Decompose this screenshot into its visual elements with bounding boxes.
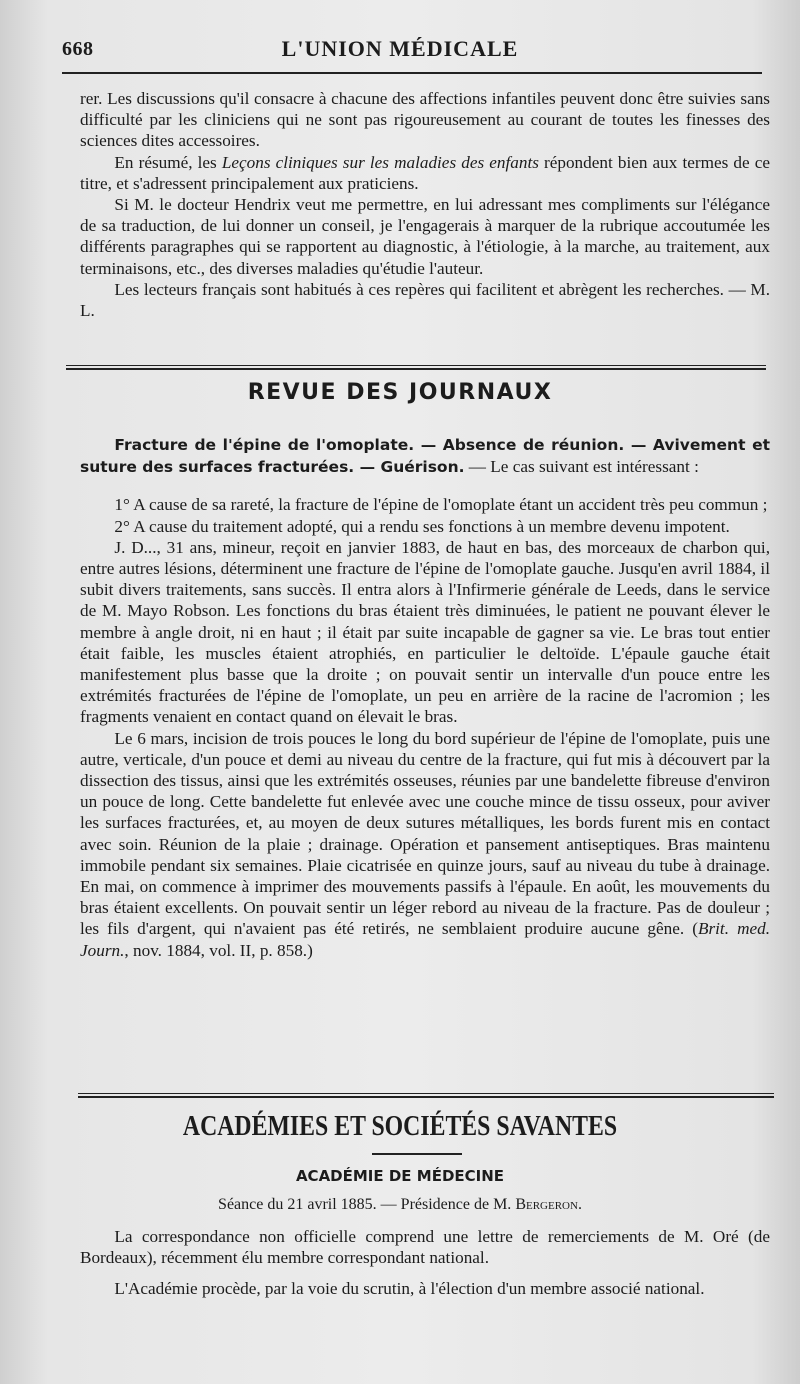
section-rule xyxy=(66,368,766,370)
section-rule xyxy=(78,1096,774,1098)
paragraph: 1° A cause de sa rareté, la fracture de l'épine de l'omoplate étant un accident très peu commun ; xyxy=(114,495,768,515)
academy-minutes xyxy=(80,1226,770,1300)
president-name: Bergeron xyxy=(515,1196,578,1213)
section-rule xyxy=(78,1093,774,1094)
running-head: L'UNION MÉDICALE xyxy=(281,36,519,61)
paragraph: Si M. le docteur Hendrix veut me permettre, en lui adressant mes compliments sur l'élégance de sa traduction, de lui donner un conseil, je l'engagerais à marquer de la rubrique accoutumée les différents paragraphes qui se rapportent au diagnostic, à l'étiologie, à la marche, au traitement, aux terminaisons, etc., des diverses maladies qu'étudie l'auteur. xyxy=(80,195,770,278)
paragraph: Les lecteurs français sont habitués à ces repères qui facilitent et abrègent les recherches. — M. L. xyxy=(80,279,770,321)
page-number: 668 xyxy=(62,38,94,60)
header-rule xyxy=(62,72,762,74)
revue-article xyxy=(80,434,770,961)
review-conclusion xyxy=(80,88,770,321)
book-title: Leçons cliniques sur les maladies des enfants xyxy=(221,152,539,172)
paragraph: rer. Les discussions qu'il consacre à chacune des affections infantiles peuvent donc être suivies sans difficulté par les cliniciens qui ne sont pas rigoureusement au courant de toutes les finesses des sciences dites accessoires. xyxy=(80,89,770,151)
subsection-title: ACADÉMIE DE MÉDECINE xyxy=(295,1167,505,1185)
paragraph: Le 6 mars, incision de trois pouces le long du bord supérieur de l'épine de l'omoplate, puis une autre, verticale, d'un pouce et demi au niveau du centre de la fracture, qui fut mis à découvert par la dissection des tissus, ainsi que les extrémités osseuses, réunies par une bandelette fibreuse d'environ un pouce de long. Cette bandelette fut enlevée avec une couche mince de tissu osseux, pour aviver les surfaces fracturées, et, au moyen de deux sutures métalliques, les bords furent mis en contact avec soin. Réunion de la plaie ; drainage. Opération et pansement antiseptiques. Bras maintenu immobile pendant six semaines. Plaie cicatrisée en quinze jours, sauf au niveau du tube à drainage. En mai, on commence à imprimer des mouvements passifs à l'épaule. En août, les mouvements du bras étaient excellents. On pouvait sentir un léger rebord au niveau de la fracture. Pas de douleur ; les fils d'argent, qui n'avaient pas été retirés, ne semblaient produire aucune gêne. (Brit. med. Journ., nov. 1884, vol. II, p. 858.) xyxy=(80,728,770,960)
section-rule xyxy=(66,365,766,366)
seance-line: Séance du 21 avril 1885. — Présidence de M. Bergeron. xyxy=(218,1196,582,1213)
paragraph: J. D..., 31 ans, mineur, reçoit en janvier 1883, de haut en bas, des morceaux de charbon qui, entre autres lésions, déterminent une fracture de l'épine de l'omoplate gauche. Jusqu'en avril 1884, il subit divers traitements, sans succès. Il entra alors à l'Infirmerie générale de Leeds, dans le service de M. Mayo Robson. Les fonctions du bras étaient très diminuées, le patient ne pouvant élever le membre à angle droit, ni en haut ; il était par suite incapable de gagner sa vie. Le bras tout entier était faible, les muscles étaient atrophiés, en particulier le deltoïde. L'épaule gauche était manifestement plus basse que la droite ; on pouvait sentir un intervalle d'un pouce entre les extrémités fracturées de l'épine de l'omoplate, un peu en arrière de la racine de l'acromion ; les fragments venaient en contact quand on élevait le bras. xyxy=(80,537,770,727)
paragraph: Fracture de l'épine de l'omoplate. — Absence de réunion. — Avivement et suture des surfaces fracturées. — Guérison. — Le cas suivant est intéressant : xyxy=(80,436,770,477)
paragraph: En résumé, les Leçons cliniques sur les maladies des enfants répondent bien aux termes de ce titre, et s'adressent principalement aux praticiens. xyxy=(80,152,770,193)
section-title-revue: REVUE DES JOURNAUX xyxy=(247,380,553,405)
short-rule xyxy=(372,1153,462,1155)
paragraph: L'Académie procède, par la voie du scrutin, à l'élection d'un membre associé national. xyxy=(114,1279,705,1299)
paragraph: 2° A cause du traitement adopté, qui a rendu ses fonctions à un membre devenu impotent. xyxy=(114,516,730,536)
paragraph: La correspondance non officielle comprend une lettre de remerciements de M. Oré (de Bordeaux), récemment élu membre correspondant national. xyxy=(80,1227,770,1268)
article-title: Fracture de l'épine de l'omoplate. — Absence de réunion. — Avivement et suture des surfaces fracturées. — Guérison. xyxy=(80,436,770,477)
section-title-academies: ACADÉMIES ET SOCIÉTÉS SAVANTES xyxy=(182,1110,618,1142)
citation: Brit. med. Journ. xyxy=(80,919,770,960)
